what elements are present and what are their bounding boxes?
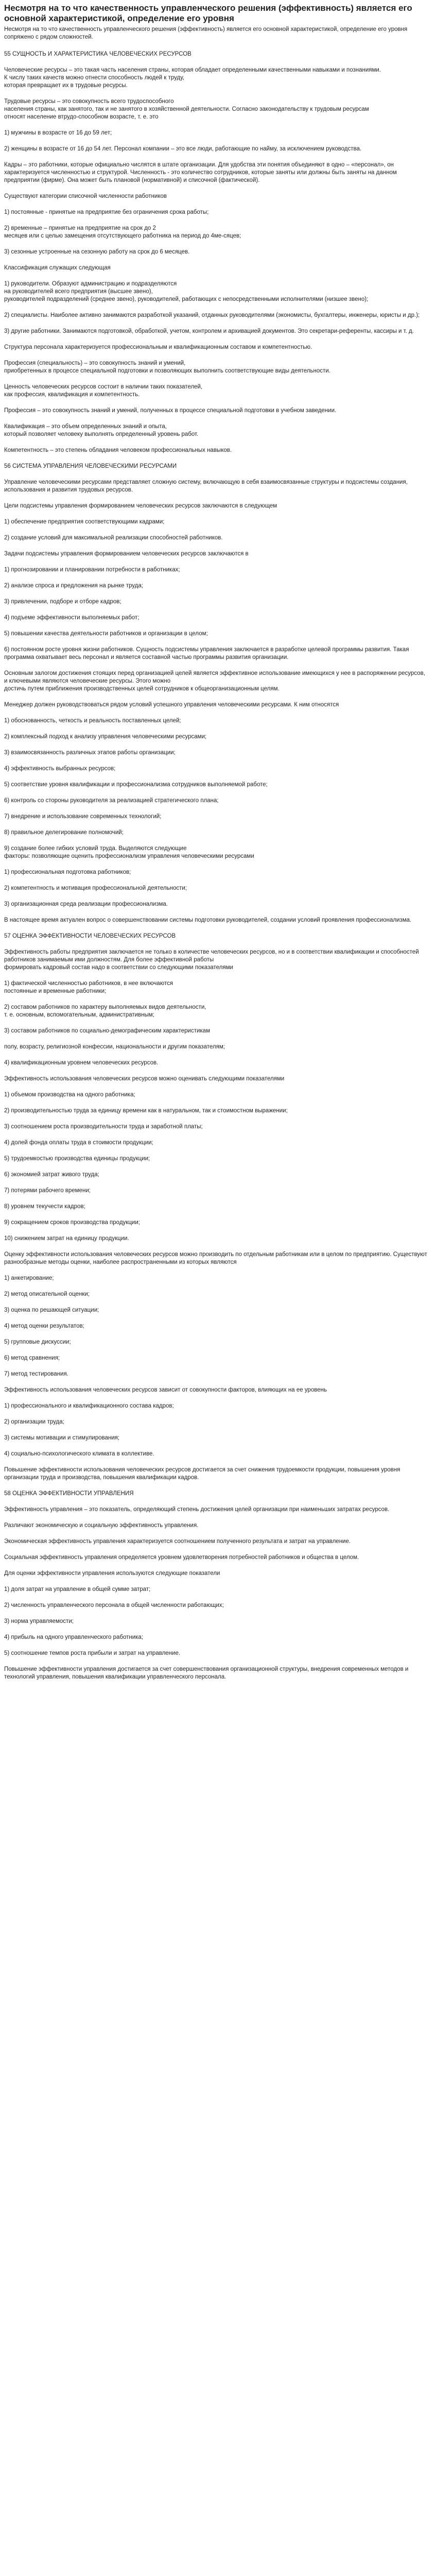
paragraph: 7) метод тестирования. [4, 1371, 68, 1377]
paragraph: 4) долей фонда оплаты труда в стоимости продукции; [4, 1140, 153, 1146]
paragraph: 2) комплексный подход к анализу управления человеческими ресурсами; [4, 734, 207, 740]
paragraph: 1) объемом производства на одного работника; [4, 1092, 135, 1098]
paragraph: 2) метод описательной оценки; [4, 1291, 90, 1297]
paragraph: 2) компетентность и мотивация профессиональной деятельности; [4, 885, 187, 891]
paragraph: Человеческие ресурсы – это такая часть населения страны, которая обладает определенными качественными навыками и познаниями. К числу таких качеств можно отнести способность людей к труду, которая превращает их в трудовые ресурсы. [4, 67, 381, 89]
paragraph: 2) численность управленческого персонала в общей численности работающих; [4, 1602, 224, 1608]
paragraph: Управление человеческими ресурсами представляет сложную систему, включающую в себя взаимосвязанные структуры и подсистемы создания, использования и развития трудовых ресурсов. [4, 479, 408, 493]
paragraph: 8) правильное делегирование полномочий; [4, 829, 124, 836]
paragraph: 4) подъеме эффективности выполняемых работ; [4, 615, 139, 621]
paragraph: 7) внедрение и использование современных технологий; [4, 814, 162, 820]
section-heading: 58 ОЦЕНКА ЭФФЕКТИВНОСТИ УПРАВЛЕНИЯ [4, 1490, 134, 1497]
paragraph: 1) фактической численностью работников, в нее включаются постоянные и временные работники; [4, 980, 173, 994]
paragraph: Повышение эффективности использования человеческих ресурсов достигается за счет снижения трудоемкости продукции, повышения уровня организации труда и производства, повышения квалификации кадров. [4, 1467, 400, 1481]
paragraph: Кадры – это работники, которые официально числятся в штате организации. Для удобства эти понятия объединяют в одно – «персонал», он характеризуется численностью и структурой. Численность - это количество сотрудников, которые заняты или должны быть заняты на данном предприятии (фирме). Она может быть плановой (нормативной) и списочной (фактической). [4, 162, 397, 183]
paragraph: 3) соотношением роста производительности труда и заработной платы; [4, 1124, 203, 1130]
paragraph: 4) квалификационным уровнем человеческих ресурсов. [4, 1060, 159, 1066]
paragraph: 3) другие работники. Занимаются подготовкой, обработкой, учетом, контролем и архивацией документов. Это секретари-референты, кассиры и т. д. [4, 328, 414, 334]
paragraph: 1) доля затрат на управление в общей сумме затрат; [4, 1586, 151, 1592]
article-body [4, 50, 432, 1681]
paragraph: Существуют категории списочной численности работников [4, 193, 167, 199]
paragraph: 6) контроль со стороны руководителя за реализацией стратегического плана; [4, 798, 219, 804]
paragraph: Социальная эффективность управления определяется уровнем удовлетворения потребностей работников и общества в целом. [4, 1554, 359, 1561]
paragraph: 5) соответствие уровня квалификации и профессионализма сотрудников выполняемой работе; [4, 782, 268, 788]
paragraph: 2) организации труда; [4, 1419, 64, 1425]
lead-paragraph: Несмотря на то что качественность управленческого решения (эффективность) является его основной характеристикой, определение его уровня сопряжено с рядом сложностей. [4, 26, 408, 40]
paragraph: Профессия (специальность) – это совокупность знаний и умений, приобретенных в процессе специальной подготовки и позволяющих выполнить соответствующие виды деятельности. [4, 360, 330, 374]
paragraph: В настоящее время актуален вопрос о совершенствовании системы подготовки руководителей, создании условий проявления профессионализма. [4, 917, 412, 923]
paragraph: 2) специалисты. Наиболее активно занимаются разработкой указаний, отданных руководителями (экономисты, бухгалтеры, инженеры, юристы и др.); [4, 312, 420, 318]
paragraph: 9) создание более гибких условий труда. Выделяются следующие факторы: позволяющие оценить профессионализм управления человеческими ресурсами [4, 845, 254, 859]
section-heading: 56 СИСТЕМА УПРАВЛЕНИЯ ЧЕЛОВЕЧЕСКИМИ РЕСУРСАМИ [4, 463, 177, 469]
paragraph: 1) обеспечение предприятия соответствующими кадрами; [4, 519, 165, 525]
paragraph: Трудовые ресурсы – это совокупность всего трудоспособного населения страны, как занятого, так и не занятого в хозяйственной деятельности. Согласно законодательству к трудовым ресурсам относят население втрудо-способном возрасте, т. е. это [4, 98, 369, 120]
paragraph: Эффективность использования человеческих ресурсов можно оценивать следующими показателями [4, 1076, 285, 1082]
paragraph: 3) системы мотивации и стимулирования; [4, 1435, 120, 1441]
section-heading: 55 СУЩНОСТЬ И ХАРАКТЕРИСТИКА ЧЕЛОВЕЧЕСКИХ РЕСУРСОВ [4, 51, 191, 57]
paragraph: 4) эффективность выбранных ресурсов; [4, 766, 116, 772]
paragraph: Повышение эффективности управления достигается за счет совершенствования организационной структуры, внедрения современных методов и технологий управления, повышения квалификации управленческого персонала. [4, 1666, 409, 1680]
paragraph: Компетентность – это степень обладания человеком профессиональных навыков. [4, 447, 232, 453]
paragraph: 7) потерями рабочего времени; [4, 1188, 91, 1194]
paragraph: Профессия – это совокупность знаний и умений, полученных в процессе специальной подготовки в учебном заведении. [4, 408, 337, 414]
paragraph: Классификация служащих следующая [4, 265, 111, 271]
paragraph: 6) экономией затрат живого труда; [4, 1172, 99, 1178]
paragraph: Оценку эффективности использования человеческих ресурсов можно производить по отдельным работникам или в целом по предприятию. Существуют разнообразные методы оценки, наиболее распространенными из которых являются [4, 1251, 427, 1265]
paragraph: 3) привлечении, подборе и отборе кадров; [4, 599, 121, 605]
paragraph: 4) метод оценки результатов; [4, 1323, 84, 1329]
paragraph: 4) прибыль на одного управленческого работника; [4, 1634, 144, 1640]
paragraph: 5) трудоемкостью производства единицы продукции; [4, 1156, 150, 1162]
paragraph: 2) временные – принятые на предприятие на срок до 2 месяцев или с целью замещения отсутствующего работника на период до 4ме-сяцев; [4, 225, 241, 239]
paragraph: 1) профессиональная подготовка работников; [4, 869, 131, 875]
paragraph: Эффективность работы предприятия заключается не только в количестве человеческих ресурсов, но и в соответствии квалификации и способностей работников занимаемым ими должностям. Для более эффективной работы формировать кадровый состав надо в соответствии со следующими показателями [4, 949, 419, 971]
paragraph: 3) составом работников по социально-демографическим характеристикам [4, 1028, 210, 1034]
paragraph: Структура персонала характеризуется профессиональным и квалификационным составом и компетентностью. [4, 344, 312, 350]
paragraph: 3) сезонные устроенные на сезонную работу на срок до 6 месяцев. [4, 249, 190, 255]
paragraph: 5) повышении качества деятельности работников и организации в целом; [4, 631, 208, 637]
paragraph: 9) сокращением сроков производства продукции; [4, 1219, 140, 1226]
paragraph: 6) постоянном росте уровня жизни работников. Сущность подсистемы управления заключается в разработке целевой программы развития. Такая программа охватывает весь персонал и является составной частью программы развития организации. [4, 647, 409, 660]
paragraph: 5) групповые дискуссии; [4, 1339, 71, 1345]
paragraph: 2) анализе спроса и предложения на рынке труда; [4, 583, 143, 589]
paragraph: 3) оценка по решающей ситуации; [4, 1307, 99, 1313]
paragraph: 1) постоянные - принятые на предприятие без ограничения срока работы; [4, 209, 209, 215]
paragraph: Экономическая эффективность управления характеризуется соотношением полученного результата и затрат на управление. [4, 1538, 351, 1545]
paragraph: 1) обоснованность, четкость и реальность поставленных целей; [4, 718, 181, 724]
paragraph: 3) организационная среда реализации профессионализма. [4, 901, 168, 907]
page-title: Несмотря на то что качественность управленческого решения (эффективность) является его основной характеристикой, определение его уровня [4, 3, 412, 23]
paragraph: Для оценки эффективности управления используются следующие показатели [4, 1570, 220, 1577]
paragraph: 6) метод сравнения; [4, 1355, 60, 1361]
paragraph: 3) взаимосвязанность различных этапов работы организации; [4, 750, 176, 756]
paragraph: 1) руководители. Образуют администрацию и подразделяются на руководителей всего предприятия (высшее звено), руководителей подразделений (среднее звено), руководителей, работающих с непосредственными исполнителями (низшее звено); [4, 281, 369, 302]
paragraph: Ценность человеческих ресурсов состоит в наличии таких показателей, как профессия, квалификация и компетентность. [4, 384, 203, 398]
paragraph: 2) женщины в возрасте от 16 до 54 лет. Персонал компании – это все люди, работающие по найму, за исключением руководства. [4, 146, 362, 152]
paragraph: 2) создание условий для максимальной реализации способностей работников. [4, 535, 223, 541]
paragraph: Задачи подсистемы управления формированием человеческих ресурсов заключаются в [4, 551, 249, 557]
paragraph: Цели подсистемы управления формированием человеческих ресурсов заключаются в следующем [4, 503, 277, 509]
paragraph: Эффективность управления – это показатель, определяющий степень достижения целей организации при наименьших затратах ресурсов. [4, 1506, 390, 1513]
paragraph: 1) прогнозировании и планировании потребности в работниках; [4, 567, 180, 573]
paragraph: Различают экономическую и социальную эффективность управления. [4, 1522, 199, 1529]
paragraph: Основным залогом достижения стоящих перед организацией целей является эффективное использование имеющихся у нее в распоряжении ресурсов, и ключевыми являются человеческие ресурсы. Этого можно достичь путем приближения производственных целей сотрудников к общеорганизационным целям. [4, 670, 425, 692]
paragraph: 3) норма управляемости; [4, 1618, 74, 1624]
paragraph: Эффективность использования человеческих ресурсов зависит от совокупности факторов, влияющих на ее уровень [4, 1387, 327, 1393]
paragraph: 2) производительностью труда за единицу времени как в натуральном, так и стоимостном выражении; [4, 1108, 288, 1114]
paragraph: 10) снижением затрат на единицу продукции. [4, 1235, 129, 1242]
paragraph: 2) составом работников по характеру выполняемых видов деятельности, т. е. основным, вспомогательным, административным; [4, 1004, 206, 1018]
paragraph: 1) анкетирование; [4, 1275, 54, 1281]
paragraph: 5) соотношение темпов роста прибыли и затрат на управление. [4, 1650, 181, 1656]
paragraph: Менеджер должен руководствоваться рядом условий успешного управления человеческими ресурсами. К ним относятся [4, 702, 339, 708]
paragraph: 1) профессионального и квалификационного состава кадров; [4, 1403, 174, 1409]
paragraph: 1) мужчины в возрасте от 16 до 59 лет; [4, 130, 112, 136]
paragraph: Квалификация – это объем определенных знаний и опыта, который позволяет человеку выполнять определенный уровень работ. [4, 423, 199, 437]
paragraph: 8) уровнем текучести кадров; [4, 1204, 85, 1210]
paragraph: полу, возрасту, религиозной конфессии, национальности и другим показателям; [4, 1044, 225, 1050]
paragraph: 4) социально-психологического климата в коллективе. [4, 1451, 154, 1457]
section-heading: 57 ОЦЕНКА ЭФФЕКТИВНОСТИ ЧЕЛОВЕЧЕСКИХ РЕСУРСОВ [4, 933, 176, 939]
